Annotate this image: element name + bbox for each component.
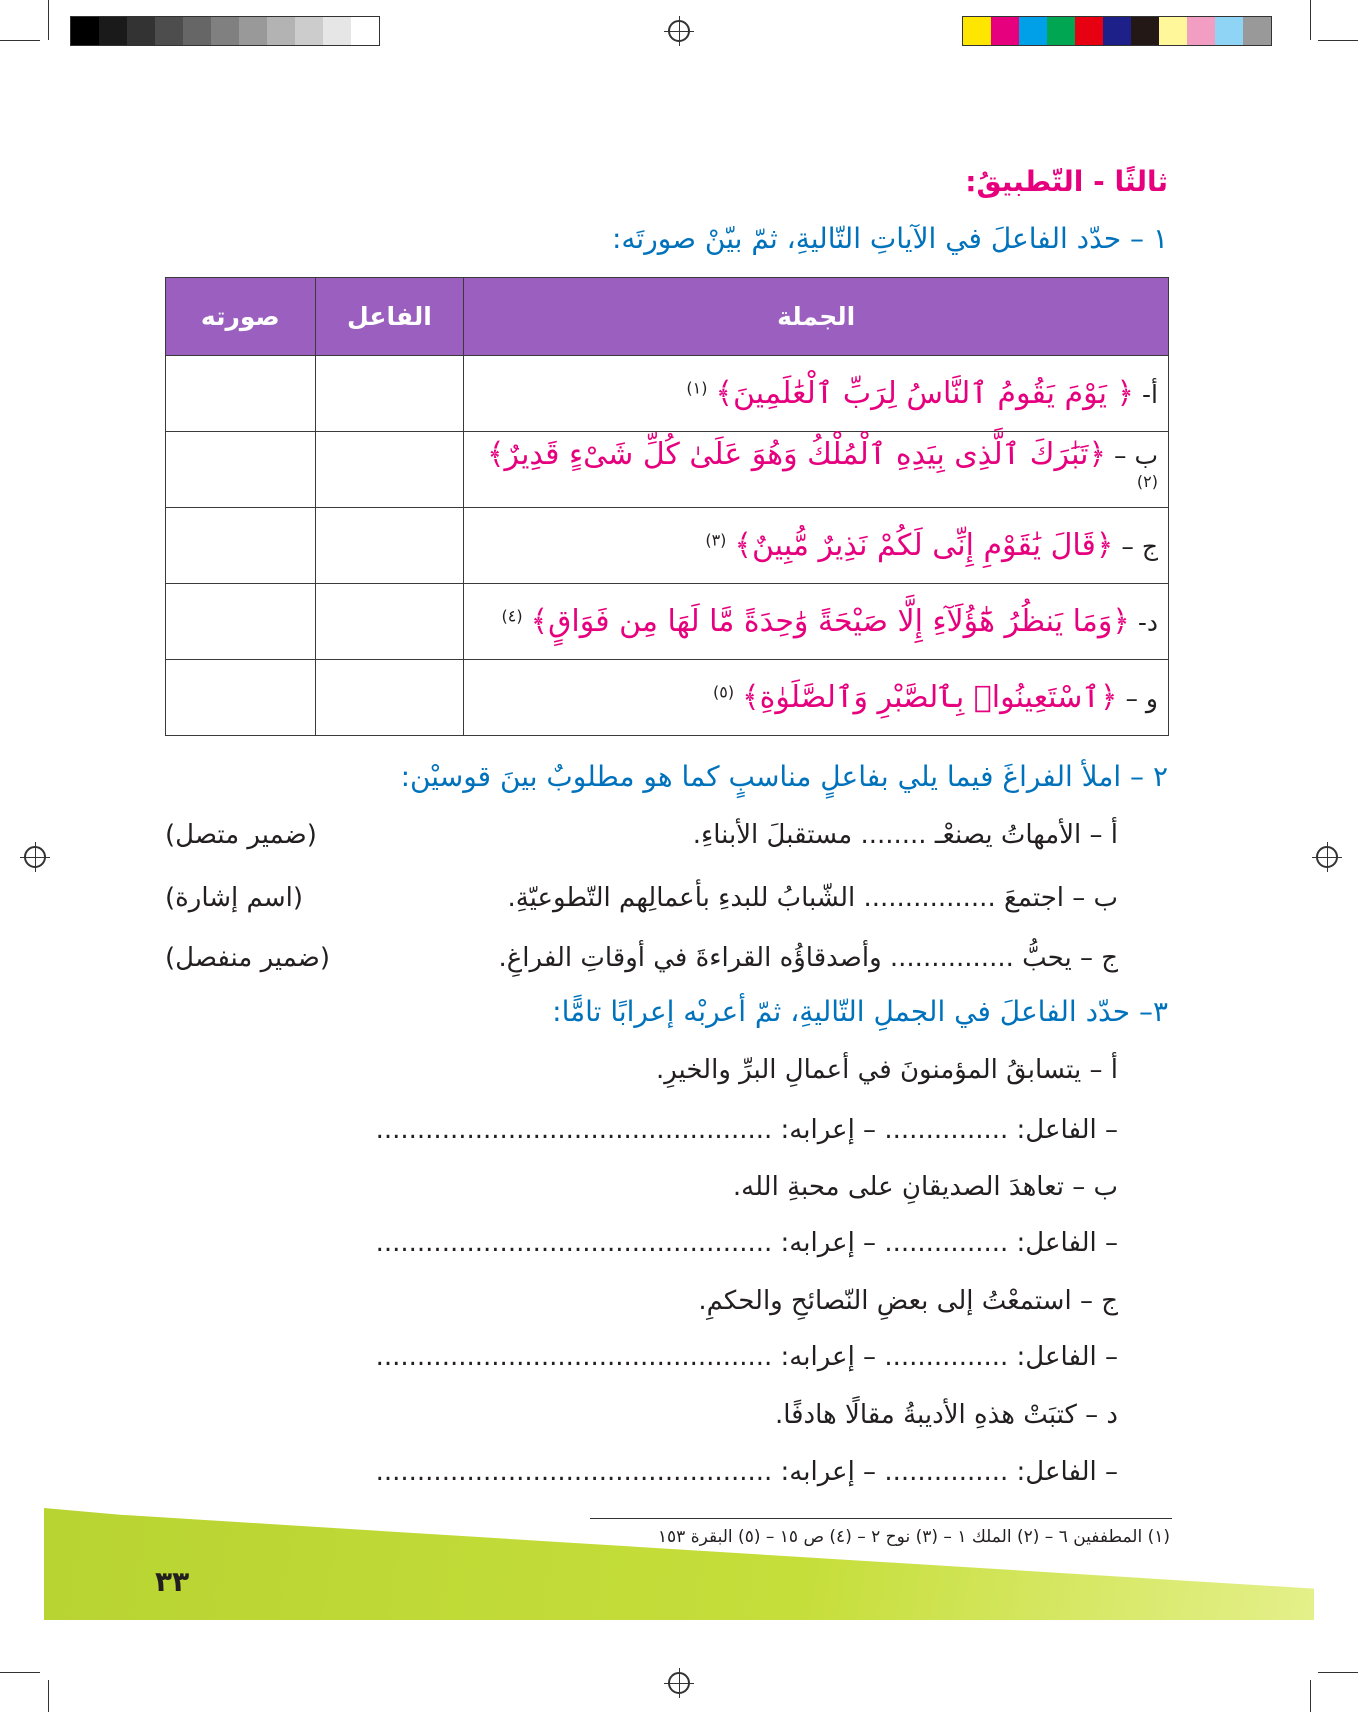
crop-mark	[0, 1672, 40, 1673]
registration-mark-top	[668, 20, 690, 42]
answer-line[interactable]: – الفاعل: ............... – إعرابه: ................................................	[375, 1228, 1118, 1258]
footnote-ref: (٣)	[705, 530, 727, 550]
row-letter: ب –	[1114, 440, 1158, 470]
row-letter: و –	[1125, 684, 1158, 713]
question-2-title: ٢ – املأ الفراغَ فيما يلي بفاعلٍ مناسبٍ كما هو مطلوبٌ بينَ قوسيْن:	[400, 760, 1168, 793]
color-calibration-strip	[962, 16, 1272, 46]
fill-blank-hint: (اسم إشارة)	[165, 883, 303, 913]
crop-mark	[1310, 0, 1311, 40]
quran-verse: ﴿ يَوْمَ يَقُومُ ٱلنَّاسُ لِرَبِّ ٱلْعَٰلَمِينَ﴾	[715, 376, 1135, 411]
answer-line[interactable]: – الفاعل: ............... – إعرابه: ................................................	[375, 1115, 1118, 1145]
parse-sentence: د – كتبَتْ هذهِ الأديبةُ مقالًا هادفًا.	[774, 1400, 1118, 1430]
header-sentence: الجملة	[464, 278, 1169, 356]
crop-mark	[1318, 40, 1358, 41]
answer-line[interactable]: – الفاعل: ............... – إعرابه: ................................................	[375, 1457, 1118, 1487]
agent-answer-cell[interactable]	[315, 660, 464, 736]
table-row	[166, 432, 1169, 508]
quran-verse: ﴿تَبَٰرَكَ ٱلَّذِى بِيَدِهِ ٱلْمُلْكُ وَهُوَ عَلَىٰ كُلِّ شَىْءٍ قَدِيرٌ﴾	[486, 436, 1107, 472]
registration-mark-right	[1316, 846, 1338, 868]
parse-sentence: ج – استمعْتُ إلى بعضِ النّصائحِ والحكمِ.	[698, 1286, 1118, 1316]
grayscale-calibration-strip	[70, 16, 380, 46]
footnote-ref: (٤)	[501, 606, 523, 626]
fill-blank-hint: (ضمير منفصل)	[165, 943, 331, 973]
crop-mark	[1310, 1680, 1311, 1712]
crop-mark	[48, 0, 49, 40]
registration-mark-left	[24, 846, 46, 868]
footnote-ref: (٢)	[1136, 471, 1158, 491]
question-3-title: ٣– حدّد الفاعلَ في الجملِ التّاليةِ، ثمّ أعربْه إعرابًا تامًّا:	[552, 995, 1168, 1028]
form-answer-cell[interactable]	[166, 356, 316, 432]
parse-sentence: ب – تعاهدَ الصديقانِ على محبةِ الله.	[732, 1172, 1118, 1202]
footnote-divider	[590, 1518, 1172, 1519]
row-letter: د-	[1137, 608, 1158, 637]
parse-sentence: أ – يتسابقُ المؤمنونَ في أعمالِ البرِّ والخيرِ.	[655, 1055, 1118, 1085]
sentence-cell	[464, 356, 1169, 432]
fill-blank-item: أ – الأمهاتُ يصنعْـ ........ مستقبلَ الأبناءِ.	[692, 820, 1118, 850]
fill-blank-item: ب – اجتمعَ ................ الشّبابُ للبدءِ بأعمالِهم التّطوعيّةِ.	[507, 883, 1118, 913]
table-header-row	[166, 278, 1169, 356]
quran-verse: ﴿وَمَا يَنظُرُ هَٰٓؤُلَآءِ إِلَّا صَيْحَةً وَٰحِدَةً مَّا لَهَا مِن فَوَاقٍ﴾	[530, 604, 1130, 639]
sentence-cell	[464, 432, 1169, 508]
form-answer-cell[interactable]	[166, 660, 316, 736]
row-letter: ج –	[1121, 532, 1158, 561]
sentence-cell	[464, 660, 1169, 736]
quran-verse: ﴿قَالَ يَٰقَوْمِ إِنِّى لَكُمْ نَذِيرٌ مُّبِينٌ﴾	[734, 528, 1114, 563]
table-row	[166, 508, 1169, 584]
fill-blank-hint: (ضمير متصل)	[165, 820, 317, 850]
agent-answer-cell[interactable]	[315, 356, 464, 432]
answer-line[interactable]: – الفاعل: ............... – إعرابه: ................................................	[375, 1342, 1118, 1372]
footnote-ref: (٥)	[713, 682, 735, 702]
agent-answer-cell[interactable]	[315, 508, 464, 584]
table-row	[166, 584, 1169, 660]
footnote-ref: (١)	[686, 378, 708, 398]
agent-answer-cell[interactable]	[315, 432, 464, 508]
quran-verse: ﴿ٱسْتَعِينُوا۟ بِٱلصَّبْرِ وَٱلصَّلَوٰةِ﴾	[742, 680, 1118, 715]
table-row	[166, 660, 1169, 736]
verses-table	[165, 277, 1169, 736]
question-1-title: ١ – حدّد الفاعلَ في الآياتِ التّاليةِ، ثمّ بيّنْ صورتَه:	[611, 222, 1168, 255]
crop-mark	[48, 1680, 49, 1712]
sentence-cell	[464, 584, 1169, 660]
header-agent: الفاعل	[315, 278, 464, 356]
agent-answer-cell[interactable]	[315, 584, 464, 660]
table-row	[166, 356, 1169, 432]
footer-band	[44, 1508, 1314, 1620]
fill-blank-item: ج – يحبُّ ............... وأصدقاؤُه القراءةَ في أوقاتِ الفراغِ.	[498, 943, 1118, 973]
row-letter: أ-	[1142, 380, 1158, 409]
header-form: صورته	[166, 278, 316, 356]
sentence-cell	[464, 508, 1169, 584]
registration-mark-bottom	[668, 1672, 690, 1694]
crop-mark	[1318, 1672, 1358, 1673]
form-answer-cell[interactable]	[166, 584, 316, 660]
footnotes: (١) المطففين ٦ – (٢) الملك ١ – (٣) نوح ٢ – (٤) ص ١٥ – (٥) البقرة ١٥٣	[657, 1527, 1170, 1547]
page-number: ٣٣	[155, 1565, 190, 1598]
form-answer-cell[interactable]	[166, 508, 316, 584]
section-title: ثالثًا - التّطبيقُ:	[965, 165, 1168, 198]
crop-mark	[0, 40, 40, 41]
form-answer-cell[interactable]	[166, 432, 316, 508]
